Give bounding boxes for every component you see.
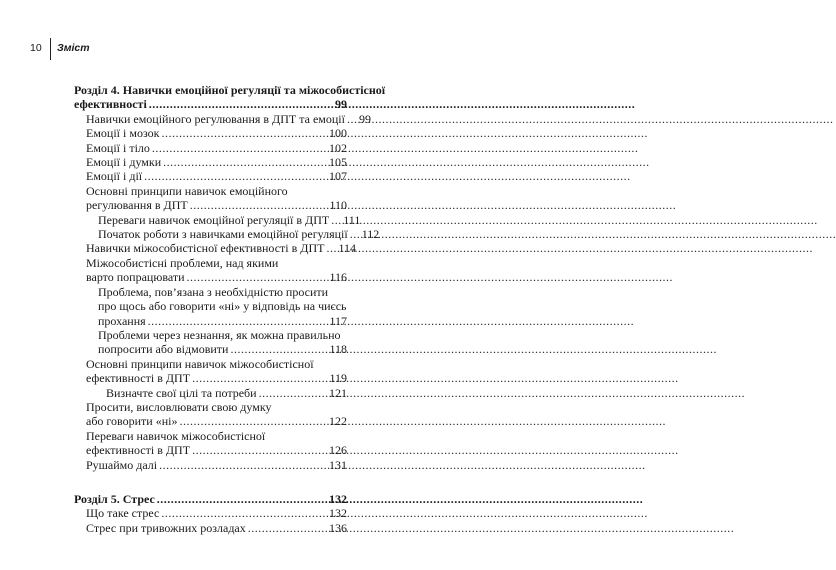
toc-entry-title: Основні принципи навичок міжособистісної bbox=[86, 356, 314, 371]
toc-page-number: 102 bbox=[329, 140, 347, 155]
page-number: 10 bbox=[30, 42, 42, 54]
toc-entry-title: Визначте свої цілі та потреби bbox=[106, 385, 257, 400]
toc-entry-title: Емоції і думки bbox=[86, 155, 162, 170]
toc-page-number: 132 bbox=[329, 506, 347, 521]
toc-entry[interactable] bbox=[86, 429, 347, 458]
leader-dots bbox=[157, 458, 329, 472]
leader-dots bbox=[146, 314, 330, 328]
toc-page-number: 114 bbox=[338, 241, 357, 256]
toc-entry-title: Міжособистісні проблеми, над якими bbox=[86, 255, 279, 270]
toc-subentry[interactable] bbox=[98, 328, 347, 357]
running-header-title: Зміст bbox=[57, 42, 90, 54]
toc-entry-title: Навички емоційного регулювання в ДПТ та емоції bbox=[86, 111, 345, 126]
toc-entry-title: Основні принципи навичок емоційного bbox=[86, 183, 288, 198]
toc-entry[interactable] bbox=[86, 458, 347, 472]
toc-page-number: 118 bbox=[329, 342, 347, 357]
leader-dots bbox=[345, 112, 359, 126]
toc-page-number: 121 bbox=[329, 385, 347, 400]
leader-dots bbox=[161, 155, 329, 169]
toc-entry-title: ефективності в ДПТ bbox=[86, 371, 191, 386]
toc-page-number: 119 bbox=[329, 371, 347, 386]
toc-page-number: 136 bbox=[329, 520, 347, 535]
toc-entry-title: Проблеми через незнання, як можна правильно bbox=[98, 327, 341, 342]
leader-dots bbox=[324, 241, 338, 255]
leader-dots bbox=[257, 386, 329, 400]
toc-subentry[interactable] bbox=[98, 227, 380, 242]
leader-dots bbox=[159, 506, 329, 520]
toc-page-number: 111 bbox=[343, 212, 361, 227]
toc-entry[interactable] bbox=[86, 184, 347, 213]
toc-subentry[interactable] bbox=[98, 212, 361, 227]
toc-page-number: 99 bbox=[335, 97, 347, 112]
toc-entry-title: Рушаймо далі bbox=[86, 457, 158, 472]
toc-entry-title: ефективності в ДПТ bbox=[86, 443, 191, 458]
toc-entry[interactable] bbox=[86, 241, 357, 256]
toc-entry-title: Переваги навичок міжособистісної bbox=[86, 428, 266, 443]
leader-dots bbox=[185, 270, 330, 284]
toc-entry-title: Емоції і тіло bbox=[86, 140, 150, 155]
toc-page-number: 112 bbox=[361, 227, 380, 242]
toc-entry[interactable] bbox=[86, 169, 347, 183]
leader-dots bbox=[190, 443, 329, 457]
toc-page-number: 105 bbox=[329, 155, 347, 170]
leader-dots bbox=[188, 198, 330, 212]
toc-section-title: Розділ 4. Навички емоційної регуляції та міжособистісної bbox=[74, 83, 386, 97]
toc-page-number: 110 bbox=[329, 198, 347, 213]
toc-entry[interactable] bbox=[86, 141, 347, 155]
toc-page-number: 100 bbox=[329, 126, 347, 141]
toc-section-5[interactable] bbox=[74, 492, 347, 506]
toc-entry-title: Початок роботи з навичками емоційної регуляції bbox=[98, 227, 348, 242]
toc-page-number: 116 bbox=[329, 270, 347, 285]
toc-section-title: ефективності bbox=[74, 97, 147, 112]
toc-entry-title: Навички міжособистісної ефективності в ДПТ bbox=[86, 241, 325, 256]
toc-entry-title: Стрес при тривожних розладах bbox=[86, 520, 246, 535]
toc-entry-title: або говорити «ні» bbox=[86, 414, 178, 429]
toc-entry-title: про щось або говорити «ні» у відповідь на чиєсь bbox=[98, 299, 347, 314]
toc-entry-title: регулювання в ДПТ bbox=[86, 198, 188, 213]
toc-page-number: 126 bbox=[329, 443, 347, 458]
toc-entry[interactable] bbox=[86, 155, 347, 169]
toc-entry-title: Що таке стрес bbox=[86, 506, 160, 521]
leader-dots bbox=[147, 97, 335, 111]
toc-page-number: 131 bbox=[329, 457, 347, 472]
toc-entry[interactable] bbox=[86, 357, 347, 386]
toc-page-number: 132 bbox=[329, 491, 347, 506]
toc-subentry[interactable] bbox=[98, 285, 347, 328]
toc-entry-title: попросити або відмовити bbox=[98, 342, 229, 357]
section-spacer bbox=[74, 472, 347, 492]
leader-dots bbox=[228, 342, 329, 356]
leader-dots bbox=[142, 169, 329, 183]
toc-entry[interactable] bbox=[86, 400, 347, 429]
leader-dots bbox=[190, 371, 329, 385]
leader-dots bbox=[159, 126, 329, 140]
toc-page-number: 99 bbox=[358, 111, 371, 126]
toc-entry-title: Емоції і мозок bbox=[86, 126, 160, 141]
toc-entry[interactable] bbox=[86, 111, 371, 126]
leader-dots bbox=[348, 227, 362, 241]
toc-entry[interactable] bbox=[86, 126, 347, 140]
toc-section-4[interactable] bbox=[74, 83, 386, 112]
header-divider bbox=[50, 38, 51, 60]
toc-entry-title: прохання bbox=[98, 313, 146, 328]
toc-page-number: 122 bbox=[329, 414, 347, 429]
toc-entry[interactable] bbox=[86, 506, 347, 520]
toc-subentry[interactable] bbox=[106, 386, 347, 400]
toc-entry-title: варто попрацювати bbox=[86, 270, 185, 285]
toc-page-number: 107 bbox=[329, 169, 347, 184]
toc-entry-title: Емоції і дії bbox=[86, 169, 143, 184]
leader-dots bbox=[329, 213, 343, 227]
toc-page-number: 117 bbox=[329, 313, 347, 328]
leader-dots bbox=[177, 414, 329, 428]
toc-entry-title: Проблема, пов’язана з необхідністю просити bbox=[98, 284, 329, 299]
leader-dots bbox=[246, 521, 329, 535]
table-of-contents bbox=[74, 83, 386, 535]
toc-entry[interactable] bbox=[86, 521, 347, 535]
leader-dots bbox=[155, 492, 329, 506]
toc-section-title: Розділ 5. Стрес bbox=[74, 491, 155, 506]
toc-entry[interactable] bbox=[86, 256, 347, 285]
toc-entry-title: Переваги навичок емоційної регуляції в ДПТ bbox=[98, 212, 330, 227]
toc-entry-title: Просити, висловлювати свою думку bbox=[86, 399, 272, 414]
leader-dots bbox=[150, 141, 329, 155]
